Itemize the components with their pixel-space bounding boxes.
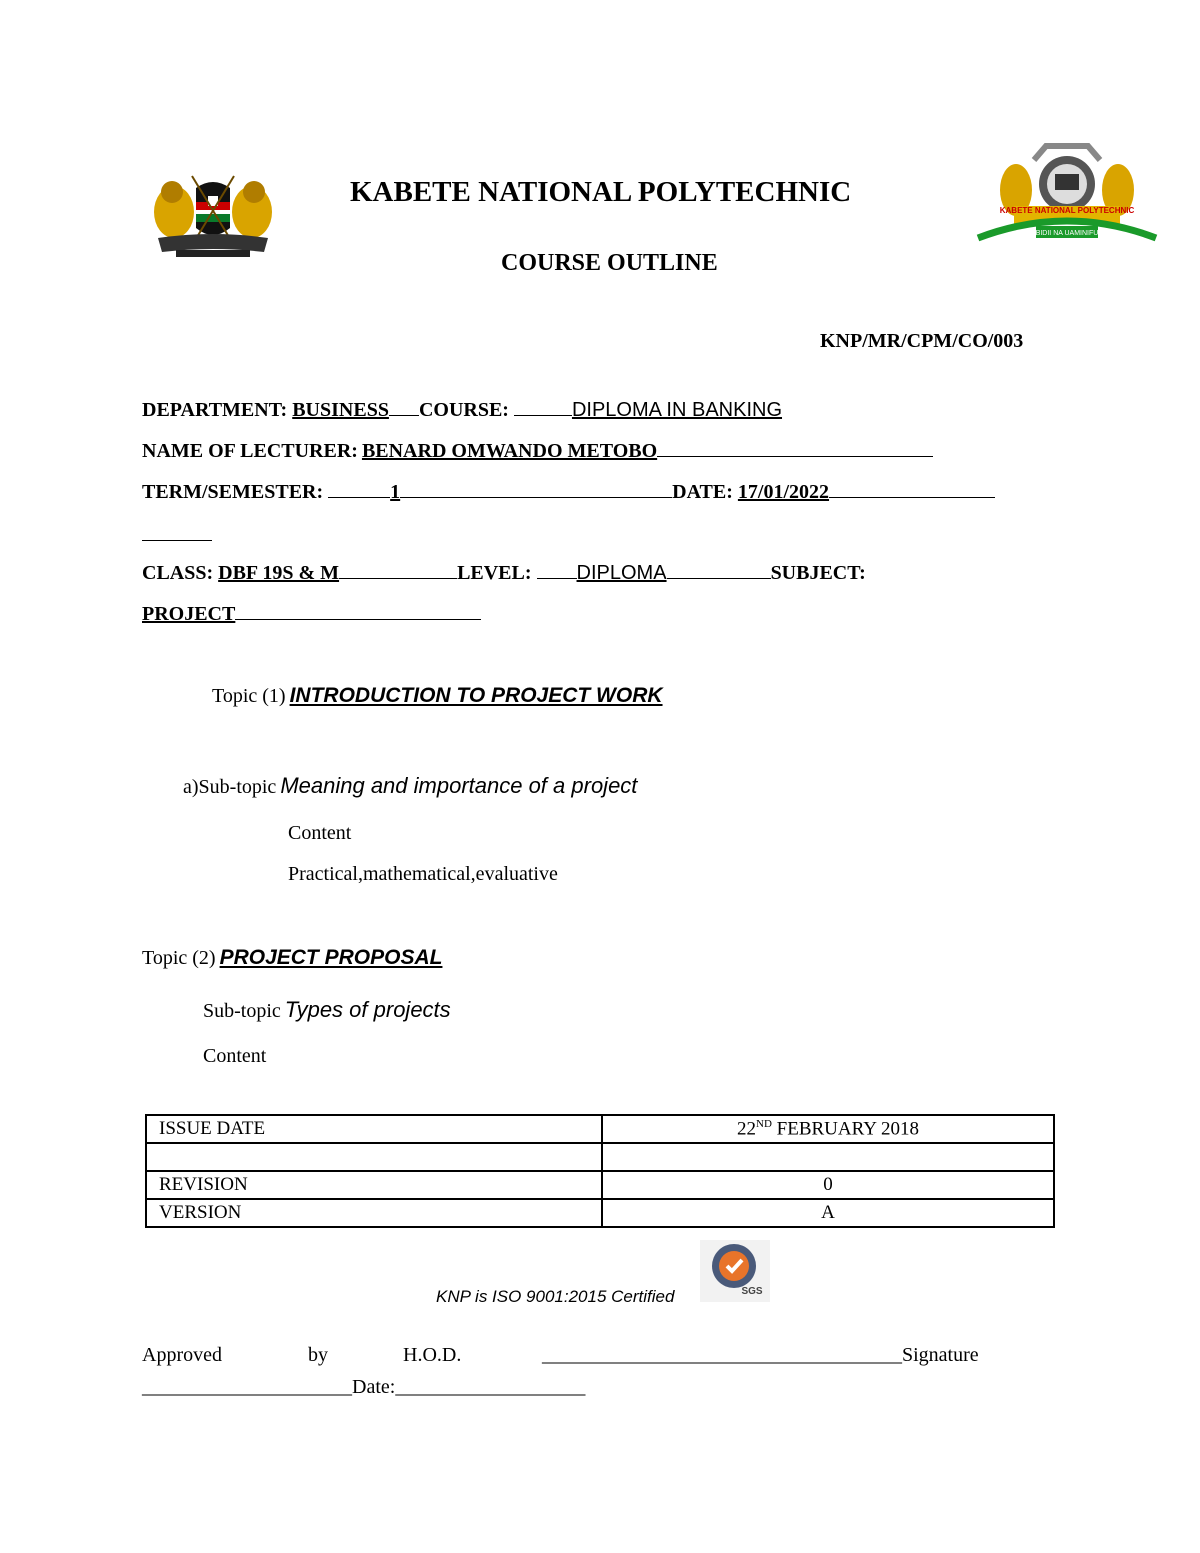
lecturer-label: NAME OF LECTURER: bbox=[142, 440, 358, 462]
table-row bbox=[146, 1115, 1054, 1143]
revision-table bbox=[145, 1114, 1055, 1228]
issue-date-suffix: ND bbox=[756, 1117, 772, 1130]
date-row bbox=[142, 1376, 585, 1399]
department-row bbox=[142, 397, 782, 422]
table-cell-value: 0 bbox=[602, 1171, 1054, 1199]
subject-value: PROJECT bbox=[142, 603, 236, 625]
department-value: BUSINESS bbox=[292, 399, 389, 421]
table-row bbox=[146, 1171, 1054, 1199]
knp-logo bbox=[976, 142, 1158, 246]
table-cell-label: VERSION bbox=[146, 1199, 602, 1227]
topic-1-subtopic-prefix: a)Sub-topic bbox=[183, 776, 277, 798]
topic-2-prefix: Topic (2) bbox=[142, 947, 216, 969]
table-cell-value: A bbox=[602, 1199, 1054, 1227]
table-cell-value bbox=[602, 1115, 1054, 1143]
topic-1-content-label: Content bbox=[288, 822, 352, 844]
topic-1-subtopic-title: Meaning and importance of a project bbox=[280, 773, 638, 798]
class-label: CLASS: bbox=[142, 562, 214, 584]
institution-title: KABETE NATIONAL POLYTECHNIC bbox=[350, 176, 852, 208]
topic-2-subtopic-title: Types of projects bbox=[284, 997, 451, 1022]
table-row bbox=[146, 1143, 1054, 1171]
topic-1-subtopic bbox=[183, 773, 637, 799]
table-cell-label bbox=[146, 1143, 602, 1171]
issue-date-day: 22 bbox=[737, 1118, 756, 1140]
signature-line: ____________________________________ bbox=[542, 1344, 902, 1366]
course-label: COURSE: bbox=[418, 399, 509, 421]
date-line-before: _____________________ bbox=[142, 1376, 352, 1398]
document-code: KNP/MR/CPM/CO/003 bbox=[820, 330, 1024, 352]
level-label: LEVEL: bbox=[457, 562, 532, 584]
term-label: TERM/SEMESTER: bbox=[142, 481, 324, 503]
subject-label: SUBJECT: bbox=[770, 562, 866, 584]
table-row bbox=[146, 1199, 1054, 1227]
approved-by: by bbox=[308, 1344, 328, 1366]
date-line-after: ___________________ bbox=[395, 1376, 586, 1398]
topic-1-prefix: Topic (1) bbox=[212, 685, 286, 707]
term-value: 1 bbox=[390, 481, 401, 503]
iso-certification-text: KNP is ISO 9001:2015 Certified bbox=[436, 1287, 675, 1306]
topic-1-content: Practical,mathematical,evaluative bbox=[288, 863, 558, 885]
signature-row bbox=[542, 1344, 979, 1367]
logo-text: KABETE NATIONAL POLYTECHNIC bbox=[999, 206, 1135, 215]
table-cell-label: REVISION bbox=[146, 1171, 602, 1199]
approved-hod: H.O.D. bbox=[403, 1344, 462, 1366]
kenya-coat-of-arms-logo bbox=[146, 172, 280, 260]
topic-2-title: PROJECT PROPOSAL bbox=[219, 946, 443, 969]
underline-continuation bbox=[142, 540, 212, 541]
topic-2-subtopic bbox=[203, 997, 451, 1023]
date-label: DATE: bbox=[672, 481, 733, 503]
level-value: DIPLOMA bbox=[576, 562, 667, 584]
topic-1-heading bbox=[212, 684, 663, 708]
table-cell-value bbox=[602, 1143, 1054, 1171]
lecturer-row bbox=[142, 438, 933, 463]
class-value: DBF 19S & M bbox=[218, 562, 340, 584]
signature-label: Signature bbox=[902, 1344, 979, 1366]
subject-row bbox=[142, 601, 481, 626]
table-cell-label: ISSUE DATE bbox=[146, 1115, 602, 1143]
document-type: COURSE OUTLINE bbox=[501, 250, 718, 276]
topic-2-subtopic-prefix: Sub-topic bbox=[203, 1000, 281, 1022]
approval-date-label: Date: bbox=[352, 1376, 396, 1398]
logo-motto: BIDII NA UAMINIFU bbox=[1035, 230, 1099, 237]
lecturer-value: BENARD OMWANDO METOBO bbox=[361, 440, 658, 462]
topic-1-title: INTRODUCTION TO PROJECT WORK bbox=[289, 684, 663, 707]
date-value: 17/01/2022 bbox=[737, 481, 830, 503]
class-row bbox=[142, 560, 866, 585]
approved-label: Approved bbox=[142, 1344, 222, 1366]
course-value: DIPLOMA IN BANKING bbox=[571, 399, 783, 421]
topic-2-heading bbox=[142, 946, 442, 970]
department-label: DEPARTMENT: bbox=[142, 399, 288, 421]
issue-date-month-year: FEBRUARY 2018 bbox=[771, 1118, 919, 1140]
topic-2-content-label: Content bbox=[203, 1045, 267, 1067]
sgs-text: SGS bbox=[741, 1286, 763, 1297]
term-row bbox=[142, 479, 995, 504]
sgs-iso-badge-icon bbox=[700, 1240, 770, 1302]
